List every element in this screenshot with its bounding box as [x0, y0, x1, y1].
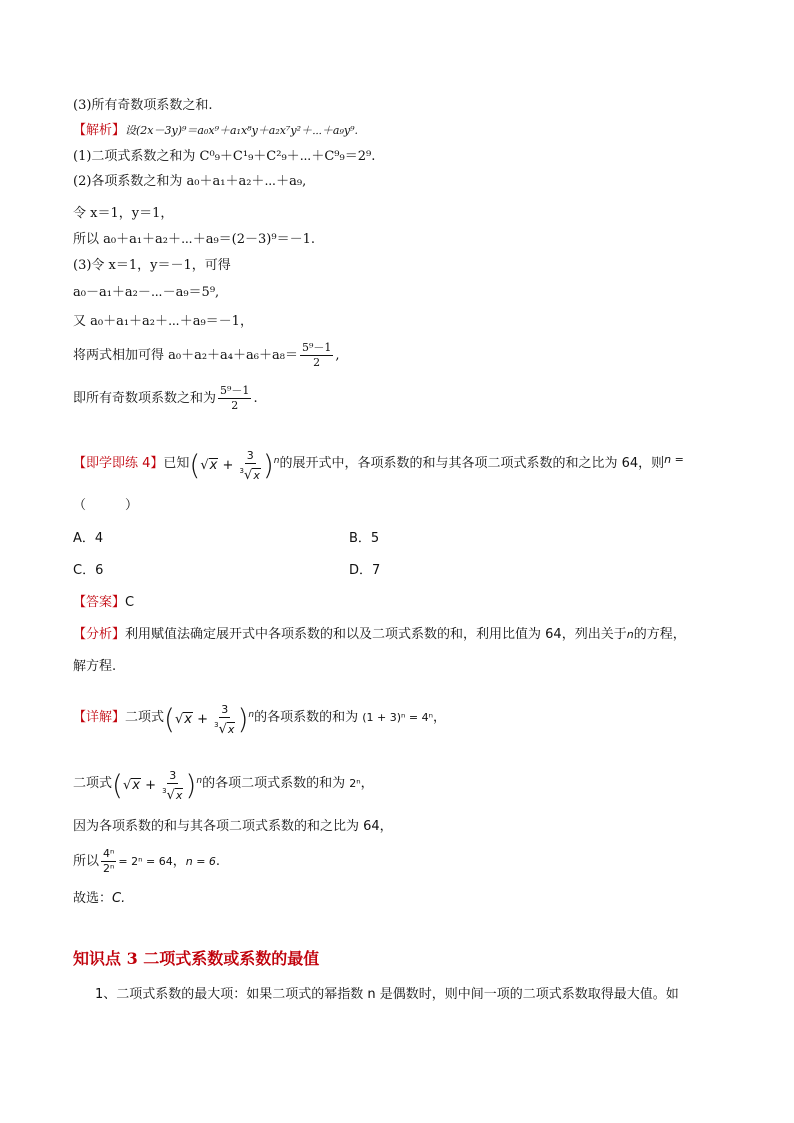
option-d: D．7: [349, 563, 381, 578]
solution-setup-text: 设(2x－3y)⁹＝a₀x⁹＋a₁x⁸y＋a₂x⁷y²＋⋯＋a₉y⁹.: [125, 124, 358, 137]
solution-line-8-text: 将两式相加可得 a₀＋a₂＋a₄＋a₆＋a₈＝: [73, 348, 298, 363]
period: .: [253, 391, 258, 406]
sqrt-x: x: [209, 458, 218, 473]
detail-l4-d: n = 6: [185, 855, 216, 868]
solution-line-9: [73, 383, 258, 415]
detail-line-2: [73, 763, 374, 804]
section-heading: 知识点 3 二项式系数或系数的最值: [73, 949, 320, 968]
solution-line-7: 又 a₀＋a₁＋a₂＋⋯＋a₉＝－1，: [73, 314, 253, 329]
detail-l1-c: (1 + 3)ⁿ = 4ⁿ: [362, 711, 434, 724]
analysis-line-2: 解方程.: [73, 659, 117, 674]
fraction: [218, 384, 251, 413]
exercise-blank: （ ）: [73, 498, 139, 513]
detail-l4-c: ，: [172, 854, 186, 869]
detail-line-4: [73, 846, 220, 878]
exponent-n: n: [273, 456, 280, 466]
cbrt-denominator: $^3$√x: [239, 466, 260, 483]
exercise-line: [73, 442, 684, 484]
solution-line-8: [73, 340, 340, 372]
detail-l5-a: 故选：: [73, 891, 113, 906]
answer-line: [73, 594, 134, 612]
section-paragraph: 1、二项式系数的最大项：如果二项式的幂指数 n 是偶数时，则中间一项的二项式系数取得最大值。如: [95, 987, 679, 1002]
plus: +: [222, 458, 234, 473]
detail-l1-d: ，: [433, 710, 447, 725]
detail-l1-b: 的各项系数的和为: [254, 710, 359, 725]
cbrt-numerator: 3: [246, 448, 254, 462]
analysis-n: n: [626, 628, 634, 641]
detail-l1-a: 二项式: [125, 710, 165, 725]
detail-l2-b: 的各项二项式系数的和为: [202, 776, 346, 791]
detail-l2-c: 2ⁿ: [349, 777, 361, 790]
detail-l4-e: .: [215, 854, 221, 869]
fraction-numerator: 5⁹－1: [220, 384, 250, 397]
option-c: C．6: [73, 563, 104, 578]
solution-line-4: 所以 a₀＋a₁＋a₂＋⋯＋a₉＝(2－3)⁹＝－1.: [73, 232, 315, 247]
detail-l2-a: 二项式: [73, 776, 113, 791]
detail-l2-d: ，: [360, 776, 374, 791]
answer-value: C: [125, 595, 135, 610]
binomial-expr: (√x + $\frac{3}{^3√x}$ )$^n$: [112, 768, 203, 803]
detail-l5-b: C.: [112, 891, 126, 906]
fraction: $\frac{\text{4ⁿ}}{\text{2ⁿ}}$: [103, 847, 115, 875]
option-b: B．5: [349, 531, 380, 546]
solution-line-1: (1)二项式系数之和为 C⁰₉＋C¹₉＋C²₉＋⋯＋C⁹₉＝2⁹.: [73, 149, 376, 164]
analysis-line: [73, 626, 686, 644]
fraction-numerator: 5⁹－1: [301, 341, 332, 354]
fraction: [300, 341, 333, 370]
answer-label: 【答案】: [73, 595, 126, 610]
analysis-text-2: 的方程，: [633, 627, 686, 642]
binomial-expr: (√x + $\frac{3}{^3√x}$ )$^n$: [164, 702, 255, 737]
detail-label: 【详解】: [73, 710, 126, 725]
analysis-label: 【分析】: [73, 627, 126, 642]
fraction-denominator: 2: [313, 356, 321, 369]
sqrt-symbol: √: [200, 458, 209, 473]
part3-title: (3)所有奇数项系数之和.: [73, 98, 213, 113]
solution-setup: [73, 122, 358, 140]
n-equals: n =: [664, 453, 684, 466]
solution-line-5: (3)令 x＝1，y＝－1，可得: [73, 258, 231, 273]
solution-label: 【解析】: [73, 123, 126, 138]
detail-l4-a: 所以: [73, 854, 100, 869]
cbrt-fraction: [240, 449, 261, 483]
fraction-denominator: 2: [231, 399, 239, 412]
exercise-label: 【即学即练 4】: [73, 456, 164, 471]
solution-line-6: a₀－a₁＋a₂－⋯－a₉＝5⁹,: [73, 285, 220, 300]
detail-line-1: [73, 697, 446, 738]
detail-line-5: [73, 890, 125, 908]
exercise-text-a: 已知: [163, 456, 190, 471]
solution-line-9-text: 即所有奇数项系数之和为: [73, 391, 217, 406]
exercise-text-b: 的展开式中，各项系数的和与其各项二项式系数的和之比为 64，则: [279, 456, 665, 471]
option-a: A．4: [73, 531, 104, 546]
detail-line-3: 因为各项系数的和与其各项二项式系数的和之比为 64，: [73, 819, 393, 834]
binomial-expr: (√x + $\frac{3}{^3√x}$ )$^n$: [189, 448, 280, 483]
analysis-text-1: 利用赋值法确定展开式中各项系数的和以及二项式系数的和，利用比值为 64，列出关于: [125, 627, 627, 642]
detail-l4-b: = 2ⁿ = 64: [118, 855, 173, 868]
comma: ,: [335, 348, 340, 363]
solution-line-3: 令 x＝1，y＝1，: [73, 206, 174, 221]
solution-line-2: (2)各项系数之和为 a₀＋a₁＋a₂＋⋯＋a₉,: [73, 174, 307, 189]
